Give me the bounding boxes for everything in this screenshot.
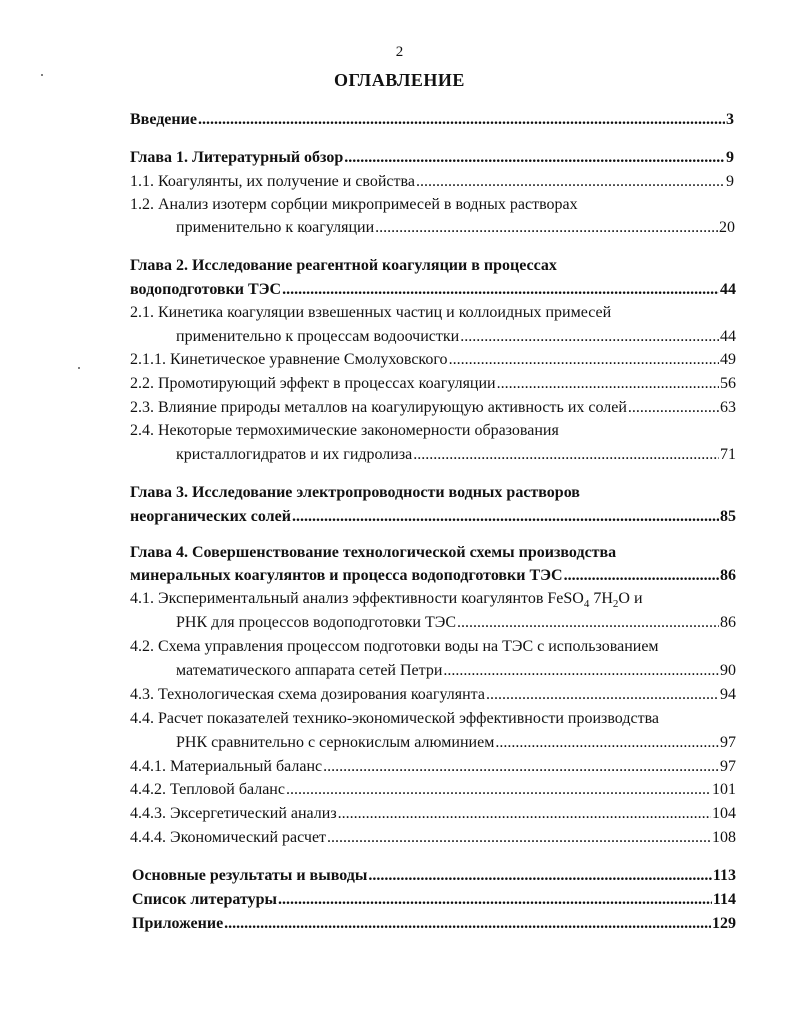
toc-entry-4-1[interactable]: РНК для процессов водоподготовки ТЭС ..... 86 xyxy=(176,613,736,633)
toc-entry-chapter-1[interactable]: Глава 1. Литературный обзор ..... 9 xyxy=(130,148,734,168)
toc-entry-chapter-2-line1: Глава 2. Исследование реагентной коагуляции в процессах xyxy=(130,257,557,274)
toc-entry-4-2[interactable]: математического аппарата сетей Петри ..... 90 xyxy=(176,661,736,681)
toc-entry-4-4[interactable]: РНК сравнительно с сернокислым алюминием ..... 97 xyxy=(176,733,736,753)
toc-entry-1-2[interactable]: применительно к коагуляции ..... 20 xyxy=(176,218,735,238)
scan-speck xyxy=(78,367,80,369)
toc-entry-4-3[interactable]: 4.3. Технологическая схема дозирования коагулянта ..... 94 xyxy=(130,685,736,705)
toc-entry-2-1-1[interactable]: 2.1.1. Кинетическое уравнение Смолуховского ..... 49 xyxy=(130,350,736,370)
toc-entry-4-2-line1: 4.2. Схема управления процессом подготовки воды на ТЭС с использованием xyxy=(130,638,659,655)
toc-entry-2-4-line1: 2.4. Некоторые термохимические закономерности образования xyxy=(130,422,559,439)
toc-entry-1-2-line1: 1.2. Анализ изотерм сорбции микропримесей в водных растворах xyxy=(130,196,578,213)
toc-title: ОГЛАВЛЕНИЕ xyxy=(334,70,465,90)
page-number: 2 xyxy=(395,44,404,60)
toc-entry-4-4-2[interactable]: 4.4.2. Тепловой баланс ..... 101 xyxy=(130,780,736,800)
toc-entry-intro[interactable]: Введение ..... 3 xyxy=(130,110,734,130)
toc-entry-appendix[interactable]: Приложение ..... 129 xyxy=(132,914,736,934)
toc-entry-2-4[interactable]: кристаллогидратов и их гидролиза ..... 71 xyxy=(176,445,736,465)
toc-entry-chapter-2[interactable]: водоподготовки ТЭС ..... 44 xyxy=(130,280,736,300)
toc-entry-results[interactable]: Основные результаты и выводы ..... 113 xyxy=(132,866,736,886)
toc-entry-2-1-line1: 2.1. Кинетика коагуляции взвешенных частиц и коллоидных примесей xyxy=(130,304,612,321)
toc-entry-references[interactable]: Список литературы ..... 114 xyxy=(132,890,736,910)
toc-entry-2-1[interactable]: применительно к процессам водоочистки ..... 44 xyxy=(176,327,736,347)
toc-entry-chapter-3[interactable]: неорганических солей ..... 85 xyxy=(130,507,736,527)
toc-entry-chapter-4[interactable]: минеральных коагулянтов и процесса водоподготовки ТЭС ..... 86 xyxy=(130,566,736,586)
toc-entry-4-4-line1: 4.4. Расчет показателей технико-экономической эффективности производства xyxy=(130,710,660,727)
toc-entry-4-4-1[interactable]: 4.4.1. Материальный баланс ..... 97 xyxy=(130,757,736,777)
toc-entry-4-1-line1: 4.1. Экспериментальный анализ эффективности коагулянтов FeSO$_4$ $7H_2O$ и xyxy=(130,590,643,611)
toc-entry-chapter-3-line1: Глава 3. Исследование электропроводности водных растворов xyxy=(130,484,580,501)
toc-entry-2-3[interactable]: 2.3. Влияние природы металлов на коагулирующую активность их солей ..... 63 xyxy=(130,398,736,418)
toc-entry-4-4-3[interactable]: 4.4.3. Эксергетический анализ ..... 104 xyxy=(130,804,736,824)
toc-entry-1-1[interactable]: 1.1. Коагулянты, их получение и свойства ..... 9 xyxy=(130,172,734,192)
toc-entry-2-2[interactable]: 2.2. Промотирующий эффект в процессах коагуляции ..... 56 xyxy=(130,374,736,394)
toc-entry-4-4-4[interactable]: 4.4.4. Экономический расчет ..... 108 xyxy=(130,828,736,848)
toc-entry-chapter-4-line1: Глава 4. Совершенствование технологической схемы производства xyxy=(130,544,617,561)
